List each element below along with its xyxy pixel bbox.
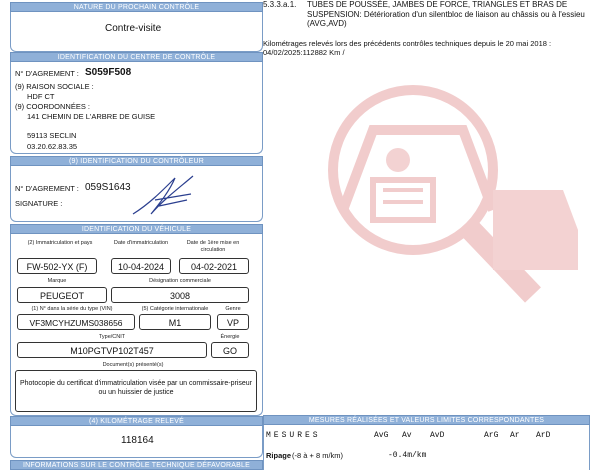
nature-section	[10, 2, 263, 52]
cnit-label: Type/CNIT	[98, 334, 126, 340]
nature-value: Contre-visite	[105, 23, 162, 34]
col-ar: Ar	[510, 431, 520, 440]
marque-field: PEUGEOT	[17, 287, 107, 303]
centre-box	[10, 62, 263, 154]
documents-label: Document(s) présenté(s)	[102, 362, 164, 368]
controleur-signature-label: SIGNATURE :	[15, 199, 63, 208]
vin-field: VF3MCYHZUMS038656	[17, 314, 135, 330]
kilometrage-value: 118164	[121, 435, 154, 446]
col-avd: AvD	[430, 431, 445, 440]
categorie-label: (5) Catégorie internationale	[141, 306, 209, 312]
defect-title: TUBES DE POUSSÉE, JAMBES DE FORCE, TRIANGLES ET BRAS DE SUSPENSION	[307, 0, 568, 19]
col-arg: ArG	[484, 431, 499, 440]
date-circ-label: Date de 1ère mise en circulation	[186, 240, 240, 253]
ripage-label: Ripage	[266, 451, 292, 460]
watermark-logo	[283, 60, 583, 320]
controleur-box	[10, 166, 263, 222]
informations-header: INFORMATIONS SUR LE CONTRÔLE TECHNIQUE DÉFAVORABLE	[10, 460, 263, 470]
mesures-title: MESURES	[266, 431, 321, 440]
genre-field: VP	[217, 314, 249, 330]
nature-box	[10, 12, 263, 52]
date-immat-label: Date d'immatriculation	[113, 240, 169, 246]
mesures-section	[263, 415, 590, 470]
vehicule-section	[10, 224, 263, 416]
centre-address-line2: 59113 SECLIN	[27, 131, 77, 140]
kilometrage-box	[10, 426, 263, 458]
km-history-line2: 04/02/2025:112882 Km /	[263, 48, 345, 57]
col-ard: ArD	[536, 431, 551, 440]
vehicule-box	[10, 234, 263, 416]
col-av: Av	[402, 431, 412, 440]
energie-label: Énergie	[220, 334, 240, 340]
left-column	[10, 0, 263, 470]
centre-address-line1: 141 CHEMIN DE L'ARBRE DE GUISE	[27, 112, 156, 121]
defect-code: 5.3.3.a.1.	[263, 0, 297, 9]
defect-text	[307, 0, 599, 29]
defect-detail: : Détérioration d'un silentbloc de liaison au châssis ou à l'essieu (AVG,AVD)	[307, 9, 585, 28]
controleur-agrement-label: N° D'AGREMENT :	[15, 184, 79, 193]
centre-agrement-label: N° D'AGREMENT :	[15, 69, 79, 78]
designation-label: Désignation commerciale	[149, 278, 211, 284]
ripage-value: -0.4m/km	[388, 451, 427, 460]
kilometrage-header: (4) KILOMÉTRAGE RELEVÉ	[10, 416, 263, 426]
col-avg: AvG	[374, 431, 389, 440]
energie-field: GO	[211, 342, 249, 358]
centre-raison-value: HDF CT	[27, 92, 55, 101]
cnit-field: M10PGTVP102T457	[17, 342, 207, 358]
controleur-agrement-value: 059S1643	[85, 182, 131, 193]
documents-field: Photocopie du certificat d'immatriculation visée par un commissaire-priseur ou un huissier de justice	[15, 370, 257, 412]
genre-label: Genre	[225, 306, 241, 312]
centre-agrement-value: S059F508	[85, 67, 132, 78]
centre-header: IDENTIFICATION DU CENTRE DE CONTRÔLE	[10, 52, 263, 62]
km-history	[263, 39, 600, 57]
designation-field: 3008	[111, 287, 249, 303]
vehicule-header: IDENTIFICATION DU VÉHICULE	[10, 224, 263, 234]
date-immat-field: 10-04-2024	[111, 258, 171, 274]
informations-section	[10, 460, 263, 470]
categorie-field: M1	[139, 314, 211, 330]
kilometrage-section	[10, 416, 263, 458]
right-column	[263, 0, 600, 470]
nature-header: NATURE DU PROCHAIN CONTRÔLE	[10, 2, 263, 12]
centre-coord-label: (9) COORDONNÉES :	[15, 102, 91, 111]
centre-raison-label: (9) RAISON SOCIALE :	[15, 82, 94, 91]
centre-section	[10, 52, 263, 154]
ripage-limits: (-8 à + 8 m/km)	[292, 451, 344, 460]
vin-label: (1) N° dans la série du type (VIN)	[31, 306, 113, 312]
km-history-line1: Kilométrages relevés lors des précédents contrôles techniques depuis le 20 mai 2018 :	[263, 39, 552, 48]
mesures-header: MESURES RÉALISÉES ET VALEURS LIMITES CORRESPONDANTES	[263, 415, 590, 425]
immat-label: (2) Immatriculation et pays	[27, 240, 93, 246]
date-circ-field: 04-02-2021	[179, 258, 249, 274]
immat-field: FW-502-YX (F)	[17, 258, 97, 274]
mesures-box	[263, 425, 590, 470]
controleur-header: (9) IDENTIFICATION DU CONTRÔLEUR	[10, 156, 263, 166]
marque-label: Marque	[47, 278, 67, 284]
signature-scribble	[129, 170, 199, 218]
centre-phone: 03.20.62.83.35	[27, 142, 78, 151]
controleur-section	[10, 156, 263, 222]
